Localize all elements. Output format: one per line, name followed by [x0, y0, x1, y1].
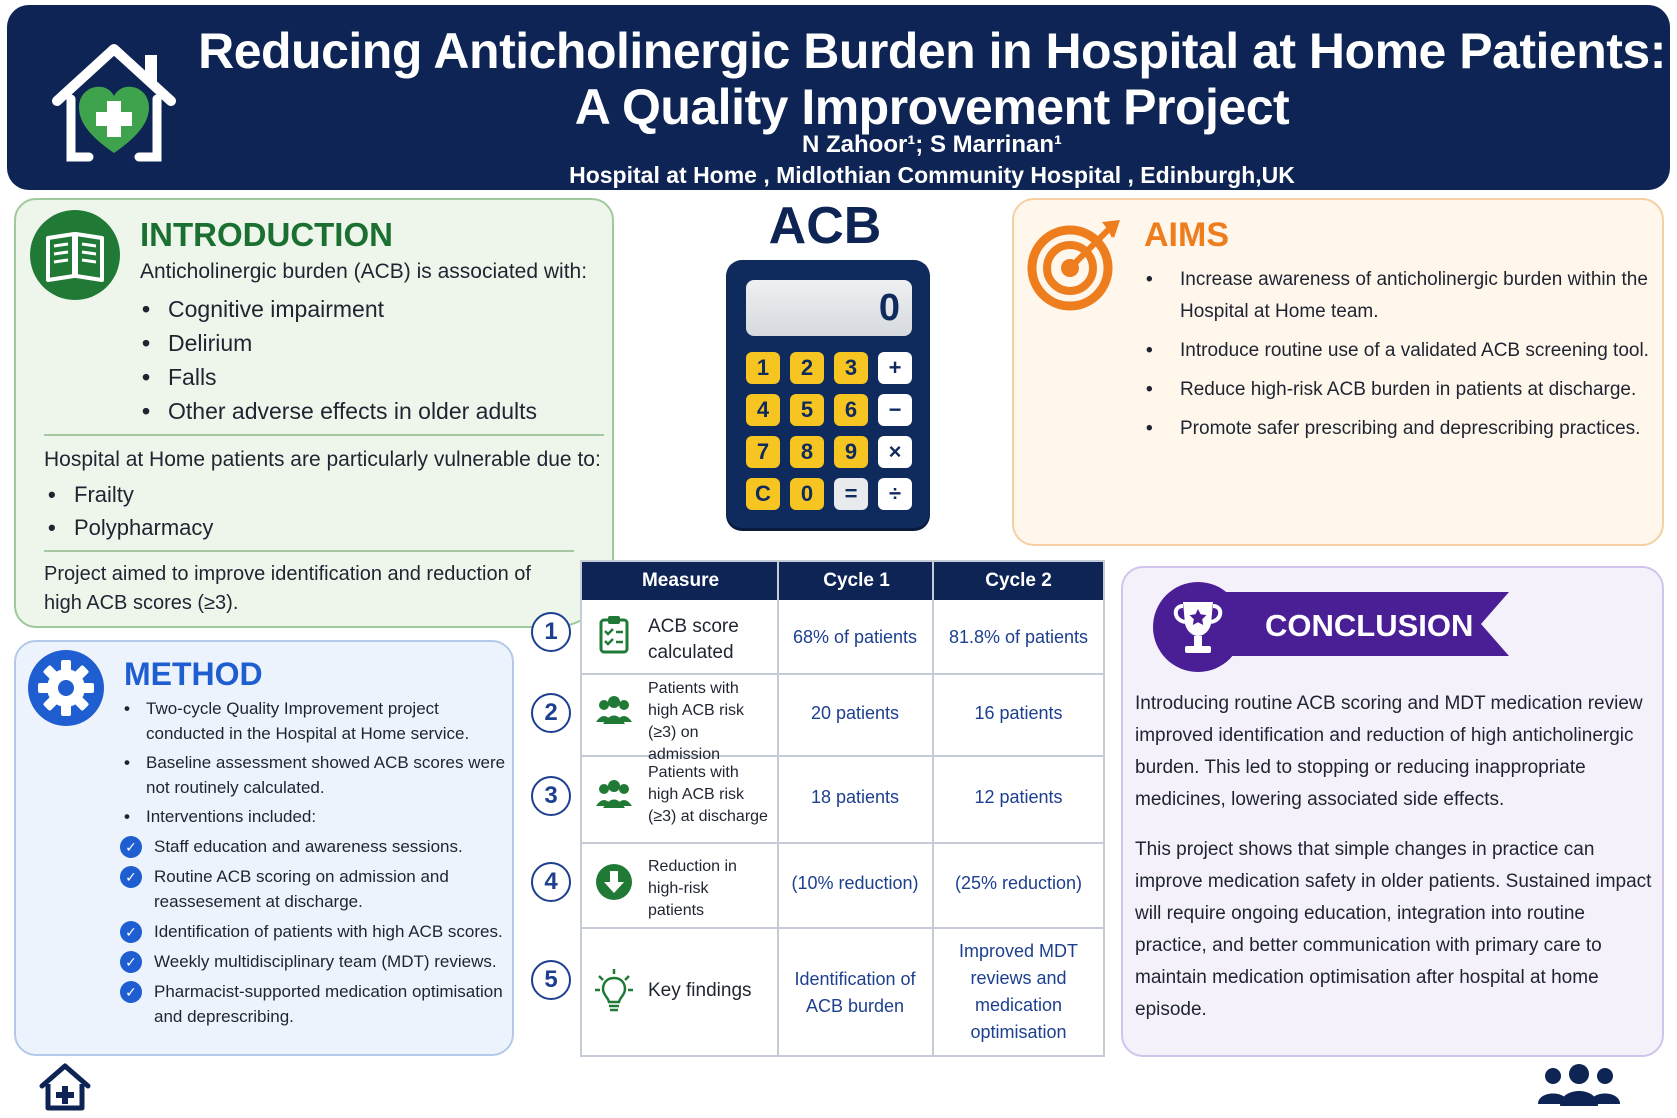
row-number-badge: 1: [531, 612, 571, 652]
intervention-text: Identification of patients with high ACB scores.: [154, 922, 503, 941]
cycle-1-value: (10% reduction): [791, 873, 919, 893]
list-item: [120, 979, 510, 1029]
measure-label: Patients with high ACB risk (≥3) on admission: [648, 680, 745, 763]
row-divider: [582, 673, 1103, 675]
acb-label: ACB: [768, 197, 882, 255]
calculator-illustration: [726, 260, 930, 528]
list-item: • Promote safer prescribing and deprescribing practices.: [1138, 413, 1658, 445]
vulnerable-lead: Hospital at Home patients are particularly vulnerable due to:: [44, 448, 601, 471]
book-icon: [30, 210, 120, 300]
intervention-text: Weekly multidisciplinary team (MDT) reviews.: [154, 952, 497, 971]
measure-label: ACB score calculated: [648, 616, 739, 663]
calculator-key: +: [878, 352, 912, 384]
check-circle-icon: ✓: [120, 836, 142, 858]
home-heart-icon: [45, 41, 183, 163]
calculator-key: 2: [790, 352, 824, 384]
calculator-key: 0: [790, 478, 824, 510]
results-table: [580, 560, 1105, 1057]
people-icon: [594, 776, 634, 816]
vulnerable-list: [48, 478, 213, 544]
lightbulb-icon: [594, 968, 634, 1014]
intervention-text: Staff education and awareness sessions.: [154, 837, 463, 856]
cycle-2-value: 16 patients: [974, 703, 1063, 723]
title-line-2: A Quality Improvement Project: [574, 79, 1290, 135]
calculator-key: −: [878, 394, 912, 426]
list-item: [120, 864, 510, 914]
introduction-panel: [14, 198, 614, 628]
list-item: [120, 919, 510, 944]
intervention-text: Pharmacist-supported medication optimisation and deprescribing.: [154, 982, 503, 1026]
calculator-key: 3: [834, 352, 868, 384]
cycle-2-value: (25% reduction): [954, 873, 1083, 893]
list-item: • Increase awareness of anticholinergic burden within the Hospital at Home team.: [1138, 264, 1658, 328]
poster-header: [7, 5, 1670, 190]
cycle-2-value: Improved MDT reviews and medication optimisation: [958, 941, 1079, 1042]
calculator-key: C: [746, 478, 780, 510]
aims-title: AIMS: [1144, 216, 1229, 254]
cycle-1-value: 20 patients: [810, 703, 900, 723]
list-item: [120, 949, 510, 974]
row-number-badge: 3: [531, 776, 571, 816]
list-item: • Introduce routine use of a validated ACB screening tool.: [1138, 335, 1658, 367]
check-circle-icon: ✓: [120, 866, 142, 888]
intervention-text: Routine ACB scoring on admission and reassesement at discharge.: [154, 867, 449, 911]
method-title: METHOD: [124, 656, 263, 692]
target-icon: [1024, 212, 1124, 312]
check-circle-icon: ✓: [120, 981, 142, 1003]
introduction-lead: Anticholinergic burden (ACB) is associated with:: [140, 260, 588, 283]
calculator-key: 4: [746, 394, 780, 426]
title-line-1: Reducing Anticholinergic Burden in Hospital at Home Patients:: [198, 23, 1666, 79]
calculator-display: 0: [746, 280, 912, 336]
row-number-badge: 4: [531, 862, 571, 902]
calculator-key: 9: [834, 436, 868, 468]
row-divider: [582, 927, 1103, 929]
method-bullets: [122, 696, 507, 833]
calculator-key: =: [834, 478, 868, 510]
header-cycle-1: Cycle 1: [779, 562, 934, 600]
aims-list: [1138, 264, 1658, 452]
calculator-key: 6: [834, 394, 868, 426]
check-circle-icon: ✓: [120, 921, 142, 943]
measure-label: Reduction in high-risk patients: [648, 858, 737, 919]
calculator-key: 1: [746, 352, 780, 384]
method-panel: [14, 640, 514, 1056]
cycle-1-value: 18 patients: [810, 787, 900, 807]
conclusion-paragraph-2: This project shows that simple changes in practice can improve medication safety in older patients. Sustained impact will require ongoing education, integration into routine practice, and better communication with primary care to maintain medication optimisation after hospital at home episode.: [1135, 839, 1652, 1020]
introduction-title: INTRODUCTION: [140, 216, 393, 253]
list-item: • Polypharmacy: [48, 511, 213, 544]
check-circle-icon: ✓: [120, 951, 142, 973]
list-item: • Delirium: [142, 326, 537, 360]
effects-list: [142, 292, 537, 428]
row-number-badge: 5: [531, 960, 571, 1000]
aims-panel: [1012, 198, 1664, 546]
row-number-badge: 2: [531, 693, 571, 733]
list-item: • Two-cycle Quality Improvement project conducted in the Hospital at Home service.: [122, 696, 507, 746]
gear-icon: [28, 650, 104, 726]
calculator-key: 8: [790, 436, 824, 468]
list-item: • Interventions included:: [122, 804, 507, 829]
home-plus-icon: [38, 1062, 92, 1112]
list-item: [120, 834, 510, 859]
header-cycle-2: Cycle 2: [934, 562, 1103, 600]
cycle-1-value: 68% of patients: [792, 627, 918, 647]
conclusion-paragraph-1: Introducing routine ACB scoring and MDT medication review improved identification and reduction of high anticholinergic burden. This led to stopping or reducing inappropriate medicines, lowering associated side effects.: [1135, 693, 1643, 810]
calculator-key: 7: [746, 436, 780, 468]
project-aim: Project aimed to improve identification and reduction of high ACB scores (≥3).: [44, 563, 531, 614]
list-item: • Frailty: [48, 478, 213, 511]
list-item: • Cognitive impairment: [142, 292, 537, 326]
cycle-2-value: 81.8% of patients: [948, 627, 1089, 647]
calculator-key: ×: [878, 436, 912, 468]
poster-title: [197, 23, 1667, 135]
measure-label: Key findings: [648, 980, 752, 1001]
divider: [44, 550, 574, 552]
divider: [44, 434, 604, 436]
cycle-1-value: Identification of ACB burden: [794, 969, 916, 1016]
calculator-key: ÷: [878, 478, 912, 510]
down-arrow-icon: [594, 862, 634, 902]
calculator-key: 5: [790, 394, 824, 426]
list-item: • Falls: [142, 360, 537, 394]
people-icon: [594, 692, 634, 732]
clipboard-icon: [594, 614, 634, 654]
cycle-2-value: 12 patients: [974, 787, 1063, 807]
row-divider: [582, 842, 1103, 844]
affiliation: Hospital at Home , Midlothian Community Hospital , Edinburgh,UK: [569, 162, 1295, 188]
trophy-icon: [1153, 582, 1243, 672]
group-icon: [1536, 1064, 1622, 1108]
header-measure: Measure: [582, 562, 779, 600]
conclusion-panel: [1121, 566, 1664, 1057]
interventions-list: [120, 834, 510, 1034]
list-item: • Reduce high-risk ACB burden in patients at discharge.: [1138, 374, 1658, 406]
list-item: • Baseline assessment showed ACB scores were not routinely calculated.: [122, 750, 507, 800]
measure-label: Patients with high ACB risk (≥3) at discharge: [648, 764, 768, 825]
authors: N Zahoor¹; S Marrinan¹: [801, 131, 1062, 158]
conclusion-title: CONCLUSION: [1265, 608, 1474, 643]
list-item: • Other adverse effects in older adults: [142, 394, 537, 428]
